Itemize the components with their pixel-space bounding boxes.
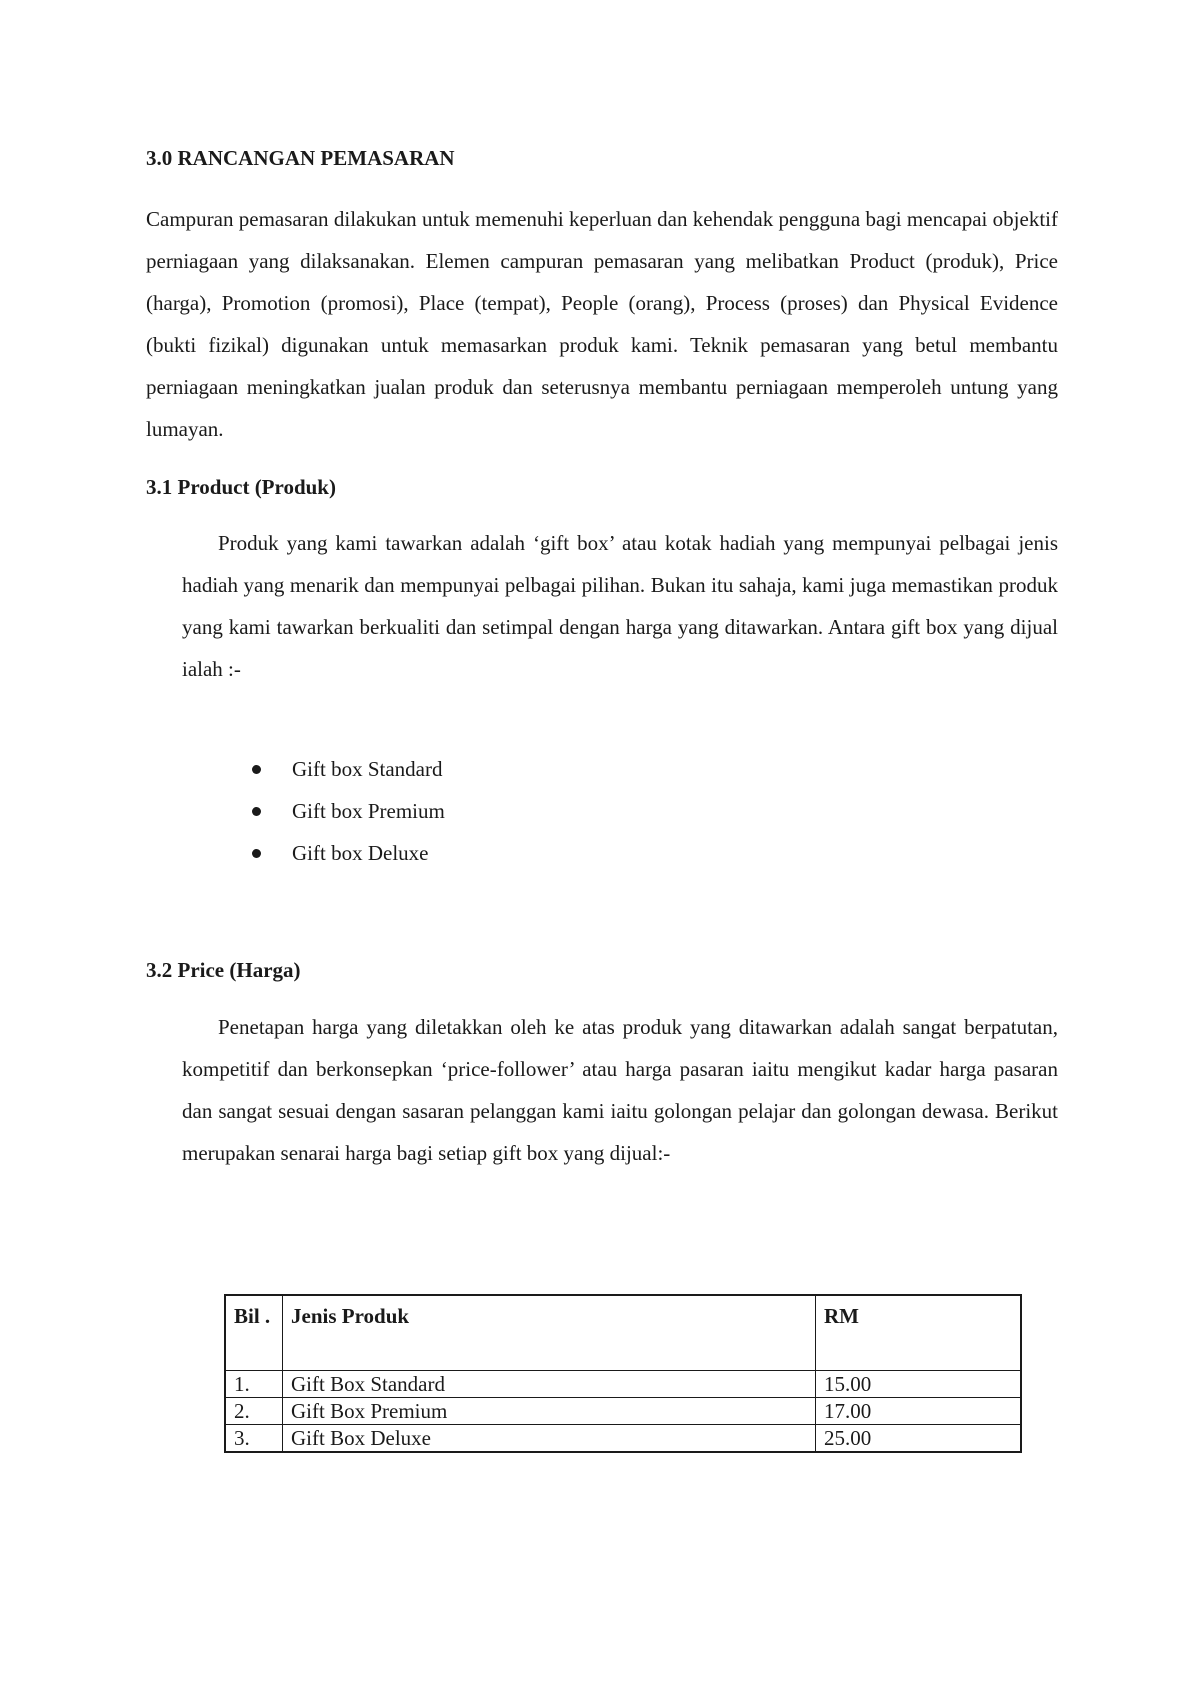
cell-rm: 17.00 xyxy=(816,1398,1022,1425)
cell-jenis-produk: Gift Box Premium xyxy=(283,1398,816,1425)
list-item-label: Gift box Premium xyxy=(292,799,445,823)
cell-bil: 3. xyxy=(225,1425,283,1453)
list-item xyxy=(248,748,445,790)
price-paragraph: Penetapan harga yang diletakkan oleh ke atas produk yang ditawarkan adalah sangat berpatutan, kompetitif dan berkonsepkan ‘price-follower’ atau harga pasaran iaitu mengikut kadar harga pasaran dan sangat sesuai dengan sasaran pelanggan kami iaitu golongan pelajar dan golongan dewasa. Berikut merupakan senarai harga bagi setiap gift box yang dijual:- xyxy=(182,1015,1058,1165)
product-list xyxy=(248,748,445,874)
bullet-icon xyxy=(252,807,261,816)
table-row xyxy=(225,1425,1021,1453)
list-item xyxy=(248,832,445,874)
section-title-rancangan-pemasaran: 3.0 RANCANGAN PEMASARAN xyxy=(146,146,455,170)
cell-jenis-produk: Gift Box Deluxe xyxy=(283,1425,816,1453)
list-item xyxy=(248,790,445,832)
intro-paragraph: Campuran pemasaran dilakukan untuk memenuhi keperluan dan kehendak pengguna bagi mencapai objektif perniagaan yang dilaksanakan. Elemen campuran pemasaran yang melibatkan Product (produk), Price (harga), Promotion (promosi), Place (tempat), People (orang), Process (proses) dan Physical Evidence (bukti fizikal) digunakan untuk memasarkan produk kami. Teknik pemasaran yang betul membantu perniagaan meningkatkan jualan produk dan seterusnya membantu perniagaan memperoleh untung yang lumayan. xyxy=(146,207,1058,441)
section-title-price: 3.2 Price (Harga) xyxy=(146,958,301,982)
product-paragraph: Produk yang kami tawarkan adalah ‘gift box’ atau kotak hadiah yang mempunyai pelbagai jenis hadiah yang menarik dan mempunyai pelbagai pilihan. Bukan itu sahaja, kami juga memastikan produk yang kami tawarkan berkualiti dan setimpal dengan harga yang ditawarkan. Antara gift box yang dijual ialah :- xyxy=(182,531,1058,681)
cell-bil: 2. xyxy=(225,1398,283,1425)
bullet-icon xyxy=(252,765,261,774)
cell-bil: 1. xyxy=(225,1371,283,1398)
section-title-product: 3.1 Product (Produk) xyxy=(146,475,336,499)
header-bil: Bil . xyxy=(225,1295,283,1371)
list-item-label: Gift box Deluxe xyxy=(292,841,429,865)
cell-jenis-produk: Gift Box Standard xyxy=(283,1371,816,1398)
list-item-label: Gift box Standard xyxy=(292,757,443,781)
bullet-icon xyxy=(252,849,261,858)
cell-rm: 15.00 xyxy=(816,1371,1022,1398)
cell-rm: 25.00 xyxy=(816,1425,1022,1453)
price-table xyxy=(224,1294,1022,1453)
header-rm: RM xyxy=(816,1295,1022,1371)
table-row xyxy=(225,1371,1021,1398)
header-jenis-produk: Jenis Produk xyxy=(283,1295,816,1371)
table-header-row xyxy=(225,1295,1021,1371)
table-row xyxy=(225,1398,1021,1425)
